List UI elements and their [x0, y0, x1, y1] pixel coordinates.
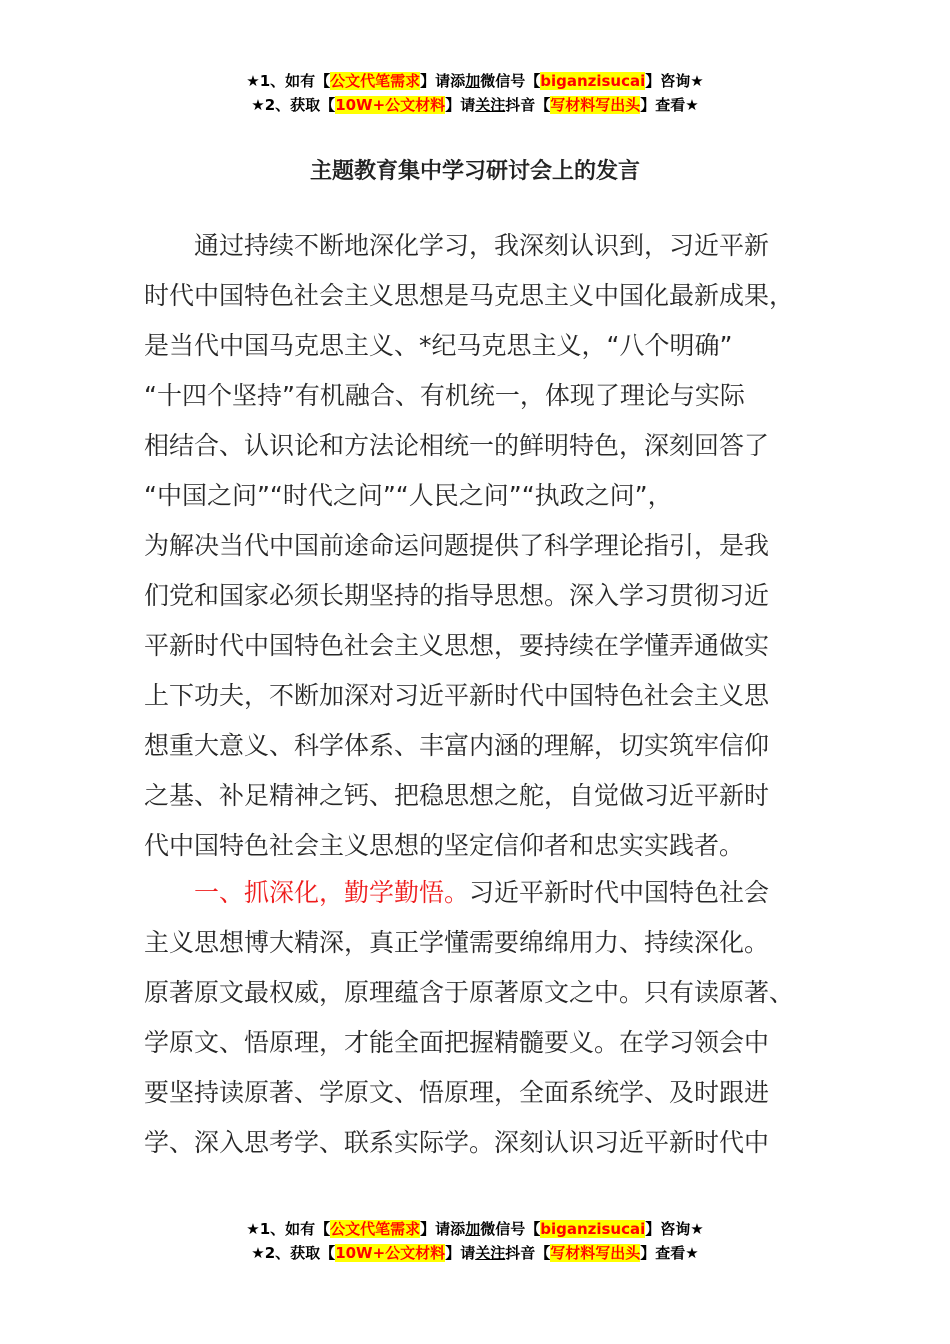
paragraph-line: “中国之问”“时代之问”“人民之问”“执政之问”，	[144, 481, 673, 510]
paragraph-line: 要坚持读原著、学原文、悟原理，全面系统学、及时跟进	[144, 1078, 770, 1107]
promo-highlight: 写材料写出头	[550, 1244, 641, 1262]
paragraph-line: “十四个坚持”有机融合、有机统一，体现了理论与实际	[144, 381, 745, 410]
promo-underlined: 关注	[475, 96, 506, 114]
paragraph-line: 们党和国家必须长期坚持的指导思想。深入学习贯彻习近	[144, 581, 770, 610]
promo-text: 微信号【	[480, 72, 541, 90]
promo-text: ★2、获取【	[251, 1244, 336, 1262]
section-heading: 一、抓深化，勤学勤悟。	[194, 878, 470, 907]
paragraph-line: 上下功夫，不断加深对习近平新时代中国特色社会主义思	[144, 681, 770, 710]
promo-text: 】咨询★	[645, 1220, 704, 1238]
paragraph-line: 通过持续不断地深化学习，我深刻认识到，习近平新	[194, 231, 770, 260]
promo-highlight: 10W+公文材料	[335, 1244, 446, 1262]
promo-text: ★2、获取【	[251, 96, 336, 114]
top-promo-banner	[0, 69, 950, 117]
promo-text: 】请添	[420, 1220, 466, 1238]
paragraph-text: 习近平新时代中国特色社会	[469, 878, 770, 907]
promo-text: 】请添	[420, 72, 466, 90]
paragraph-line: 时代中国特色社会主义思想是马克思主义中国化最新成果，	[144, 281, 795, 310]
document-title: 主题教育集中学习研讨会上的发言	[309, 159, 640, 184]
promo-highlight: 公文代笔需求	[330, 72, 421, 90]
promo-text: 】查看★	[640, 96, 699, 114]
promo-line-1	[0, 69, 950, 93]
promo-text: 微信号【	[480, 1220, 541, 1238]
promo-text: 】咨询★	[645, 72, 704, 90]
promo-highlight: biganzisucai	[540, 72, 646, 90]
paragraph-line: 主义思想博大精深，真正学懂需要绵绵用力、持续深化。	[144, 928, 770, 957]
paragraph-line: 学、深入思考学、联系实际学。深刻认识习近平新时代中	[144, 1128, 770, 1157]
paragraph-line: 之基、补足精神之钙、把稳思想之舵，自觉做习近平新时	[144, 781, 770, 810]
promo-highlight: 10W+公文材料	[335, 96, 446, 114]
paragraph-line: 是当代中国马克思主义、*纪马克思主义，“八个明确”	[144, 331, 733, 360]
promo-text: 】查看★	[640, 1244, 699, 1262]
promo-underlined: 加	[465, 1220, 481, 1238]
promo-line-2	[0, 1241, 950, 1265]
promo-text: 】请	[445, 96, 476, 114]
promo-line-2	[0, 93, 950, 117]
promo-highlight: 公文代笔需求	[330, 1220, 421, 1238]
promo-underlined: 关注	[475, 1244, 506, 1262]
promo-text: 抖音【	[505, 96, 551, 114]
paragraph-line: 相结合、认识论和方法论相统一的鲜明特色，深刻回答了	[144, 431, 770, 460]
promo-line-1	[0, 1217, 950, 1241]
promo-highlight: biganzisucai	[540, 1220, 646, 1238]
paragraph-line: 代中国特色社会主义思想的坚定信仰者和忠实实践者。	[144, 831, 745, 860]
paragraph-line: 想重大意义、科学体系、丰富内涵的理解，切实筑牢信仰	[144, 731, 770, 760]
promo-text: 抖音【	[505, 1244, 551, 1262]
paragraph-line: 学原文、悟原理，才能全面把握精髓要义。在学习领会中	[144, 1028, 770, 1057]
promo-text: 】请	[445, 1244, 476, 1262]
promo-text: ★1、如有【	[246, 1220, 331, 1238]
paragraph-line	[144, 868, 806, 918]
promo-underlined: 加	[465, 72, 481, 90]
promo-highlight: 写材料写出头	[550, 96, 641, 114]
promo-text: ★1、如有【	[246, 72, 331, 90]
body-paragraph-2	[144, 868, 806, 1168]
paragraph-line: 平新时代中国特色社会主义思想，要持续在学懂弄通做实	[144, 631, 770, 660]
bottom-promo-banner	[0, 1217, 950, 1265]
body-paragraph-1	[144, 221, 806, 871]
paragraph-line: 为解决当代中国前途命运问题提供了科学理论指引，是我	[144, 531, 770, 560]
paragraph-line: 原著原文最权威，原理蕴含于原著原文之中。只有读原著、	[144, 978, 795, 1007]
